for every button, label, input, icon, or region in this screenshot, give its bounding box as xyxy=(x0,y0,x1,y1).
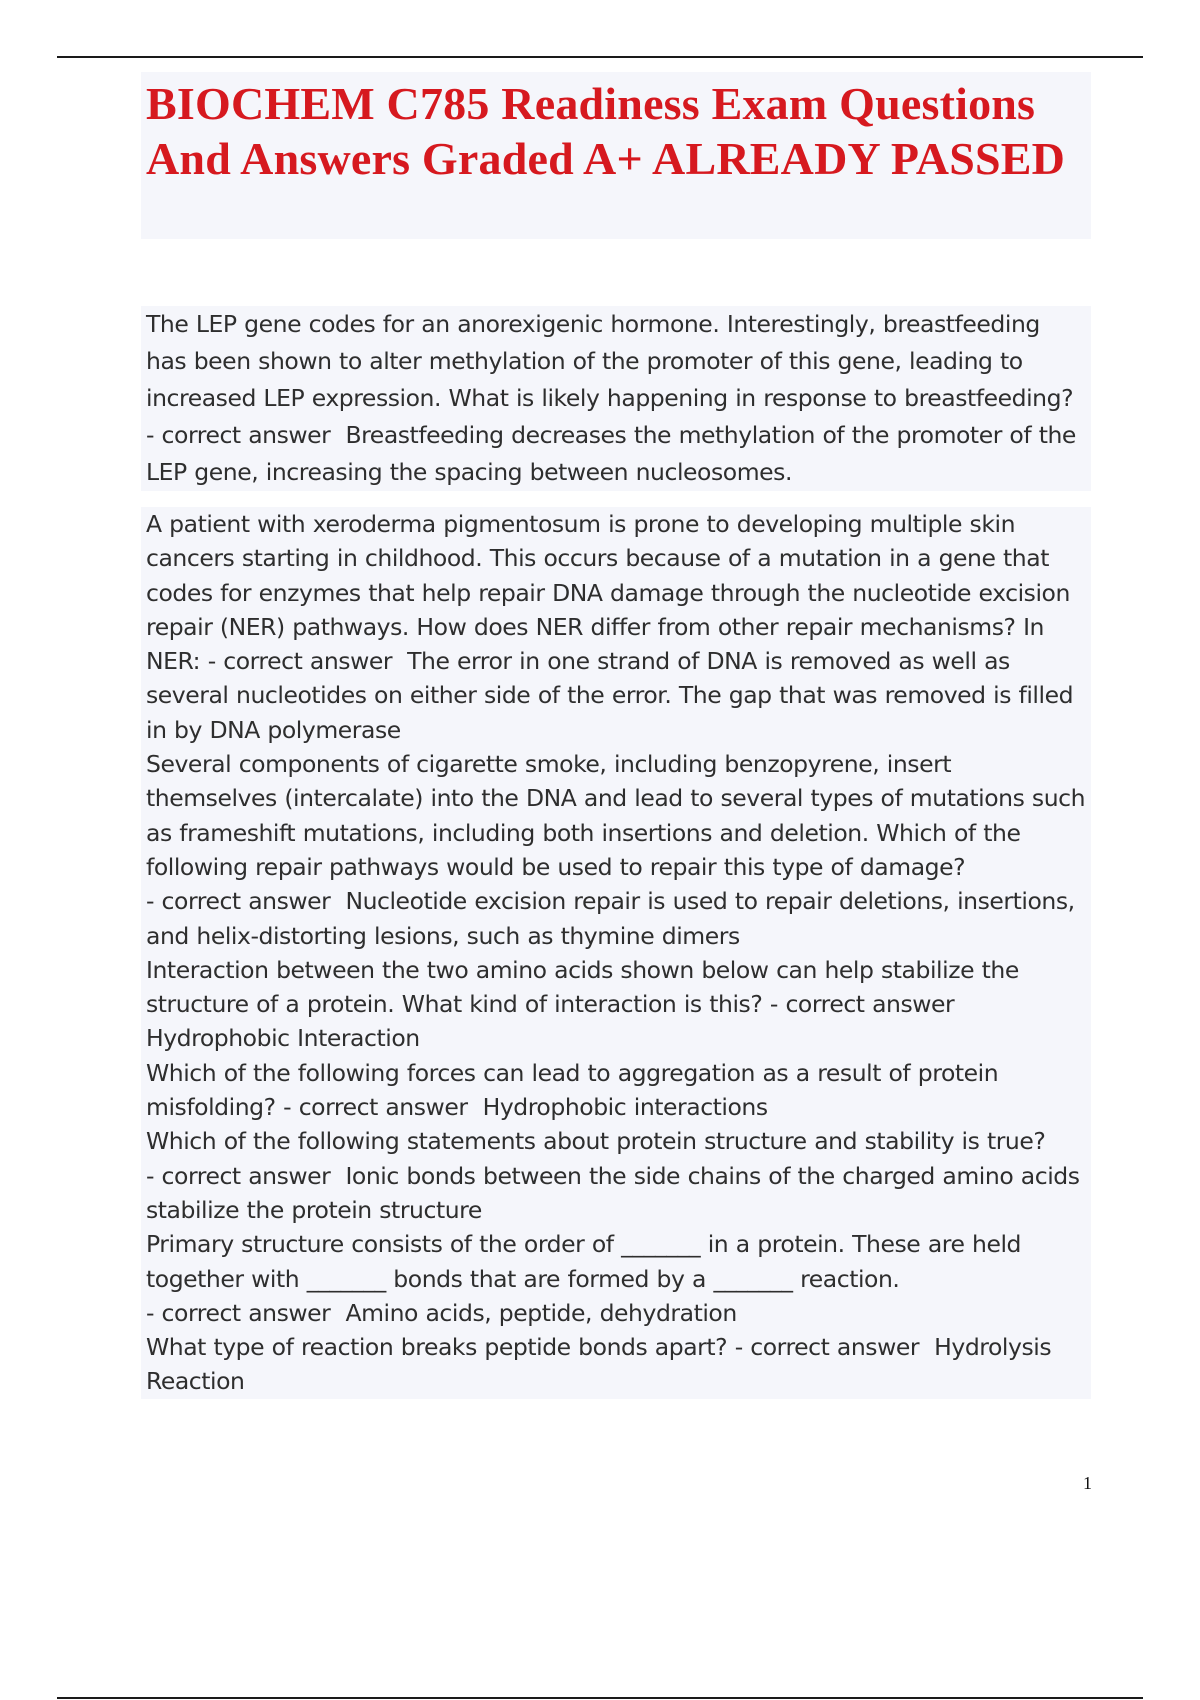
answer-marker: - correct answer xyxy=(207,647,393,676)
document-title: BIOCHEM C785 Readiness Exam Questions And Answers Graded A+ ALREADY PASSED xyxy=(146,78,1066,184)
answer-marker: - correct answer xyxy=(146,1161,331,1190)
answer-marker: - correct answer xyxy=(734,1333,920,1362)
answer-marker: - correct answer xyxy=(146,887,331,916)
answer-text: Amino acids, peptide, dehydration xyxy=(345,1298,737,1327)
page-number: 1 xyxy=(1083,1473,1092,1493)
answer-text: Hydrolysis Reaction xyxy=(146,1333,1059,1396)
qa-content xyxy=(141,306,1091,1399)
answer-marker: - correct answer xyxy=(769,990,955,1019)
question-text: Primary structure consists of the order of _______ in a protein. These are held together with _______ bonds that are formed by a _______ reaction. xyxy=(146,1230,1029,1293)
answer-text: The error in one strand of DNA is removed as well as several nucleotides on either side of the error. The gap that was removed is filled in by DNA polymerase xyxy=(146,647,1081,744)
question-text: What type of reaction breaks peptide bonds apart? xyxy=(146,1333,728,1362)
question-text: Which of the following statements about protein structure and stability is true? xyxy=(146,1127,1046,1156)
answer-text: Hydrophobic Interaction xyxy=(146,1024,420,1053)
question-text: A patient with xeroderma pigmentosum is prone to developing multiple skin cancers starting in childhood. This occurs because of a mutation in a gene that codes for enzymes that help repair DNA damage through the nucleotide excision repair (NER) pathways. How does NER differ from other repair mechanisms? In NER: xyxy=(146,510,1078,676)
answer-marker: - correct answer xyxy=(146,421,331,449)
qa-list xyxy=(141,507,1091,1399)
qa-item xyxy=(141,306,1091,491)
title-block xyxy=(141,72,1091,239)
question-text: The LEP gene codes for an anorexigenic hormone. Interestingly, breastfeeding has been shown to alter methylation of the promoter of this gene, leading to increased LEP expression. What is likely happening in response to breastfeeding? xyxy=(146,310,1074,412)
question-text: Interaction between the two amino acids shown below can help stabilize the structure of a protein. What kind of interaction is this? xyxy=(146,955,1027,1019)
answer-marker: - correct answer xyxy=(146,1298,331,1327)
answer-text: Nucleotide excision repair is used to repair deletions, insertions, and helix-distorting lesions, such as thymine dimers xyxy=(146,887,1083,950)
question-text: Several components of cigarette smoke, including benzopyrene, insert themselves (intercalate) into the DNA and lead to several types of mutations such as frameshift mutations, including both insertions and deletion. Which of the following repair pathways would be used to repair this type of damage? xyxy=(146,750,1093,881)
answer-text: Hydrophobic interactions xyxy=(482,1093,768,1122)
top-rule xyxy=(57,56,1143,58)
answer-marker: - correct answer xyxy=(283,1093,468,1122)
question-text: Which of the following forces can lead to aggregation as a result of protein misfolding? xyxy=(146,1058,1006,1122)
bottom-rule xyxy=(57,1697,1143,1699)
answer-text: Breastfeeding decreases the methylation of the promoter of the LEP gene, increasing the spacing between nucleosomes. xyxy=(146,421,1084,486)
answer-text: Ionic bonds between the side chains of the charged amino acids stabilize the protein structure xyxy=(146,1161,1088,1224)
